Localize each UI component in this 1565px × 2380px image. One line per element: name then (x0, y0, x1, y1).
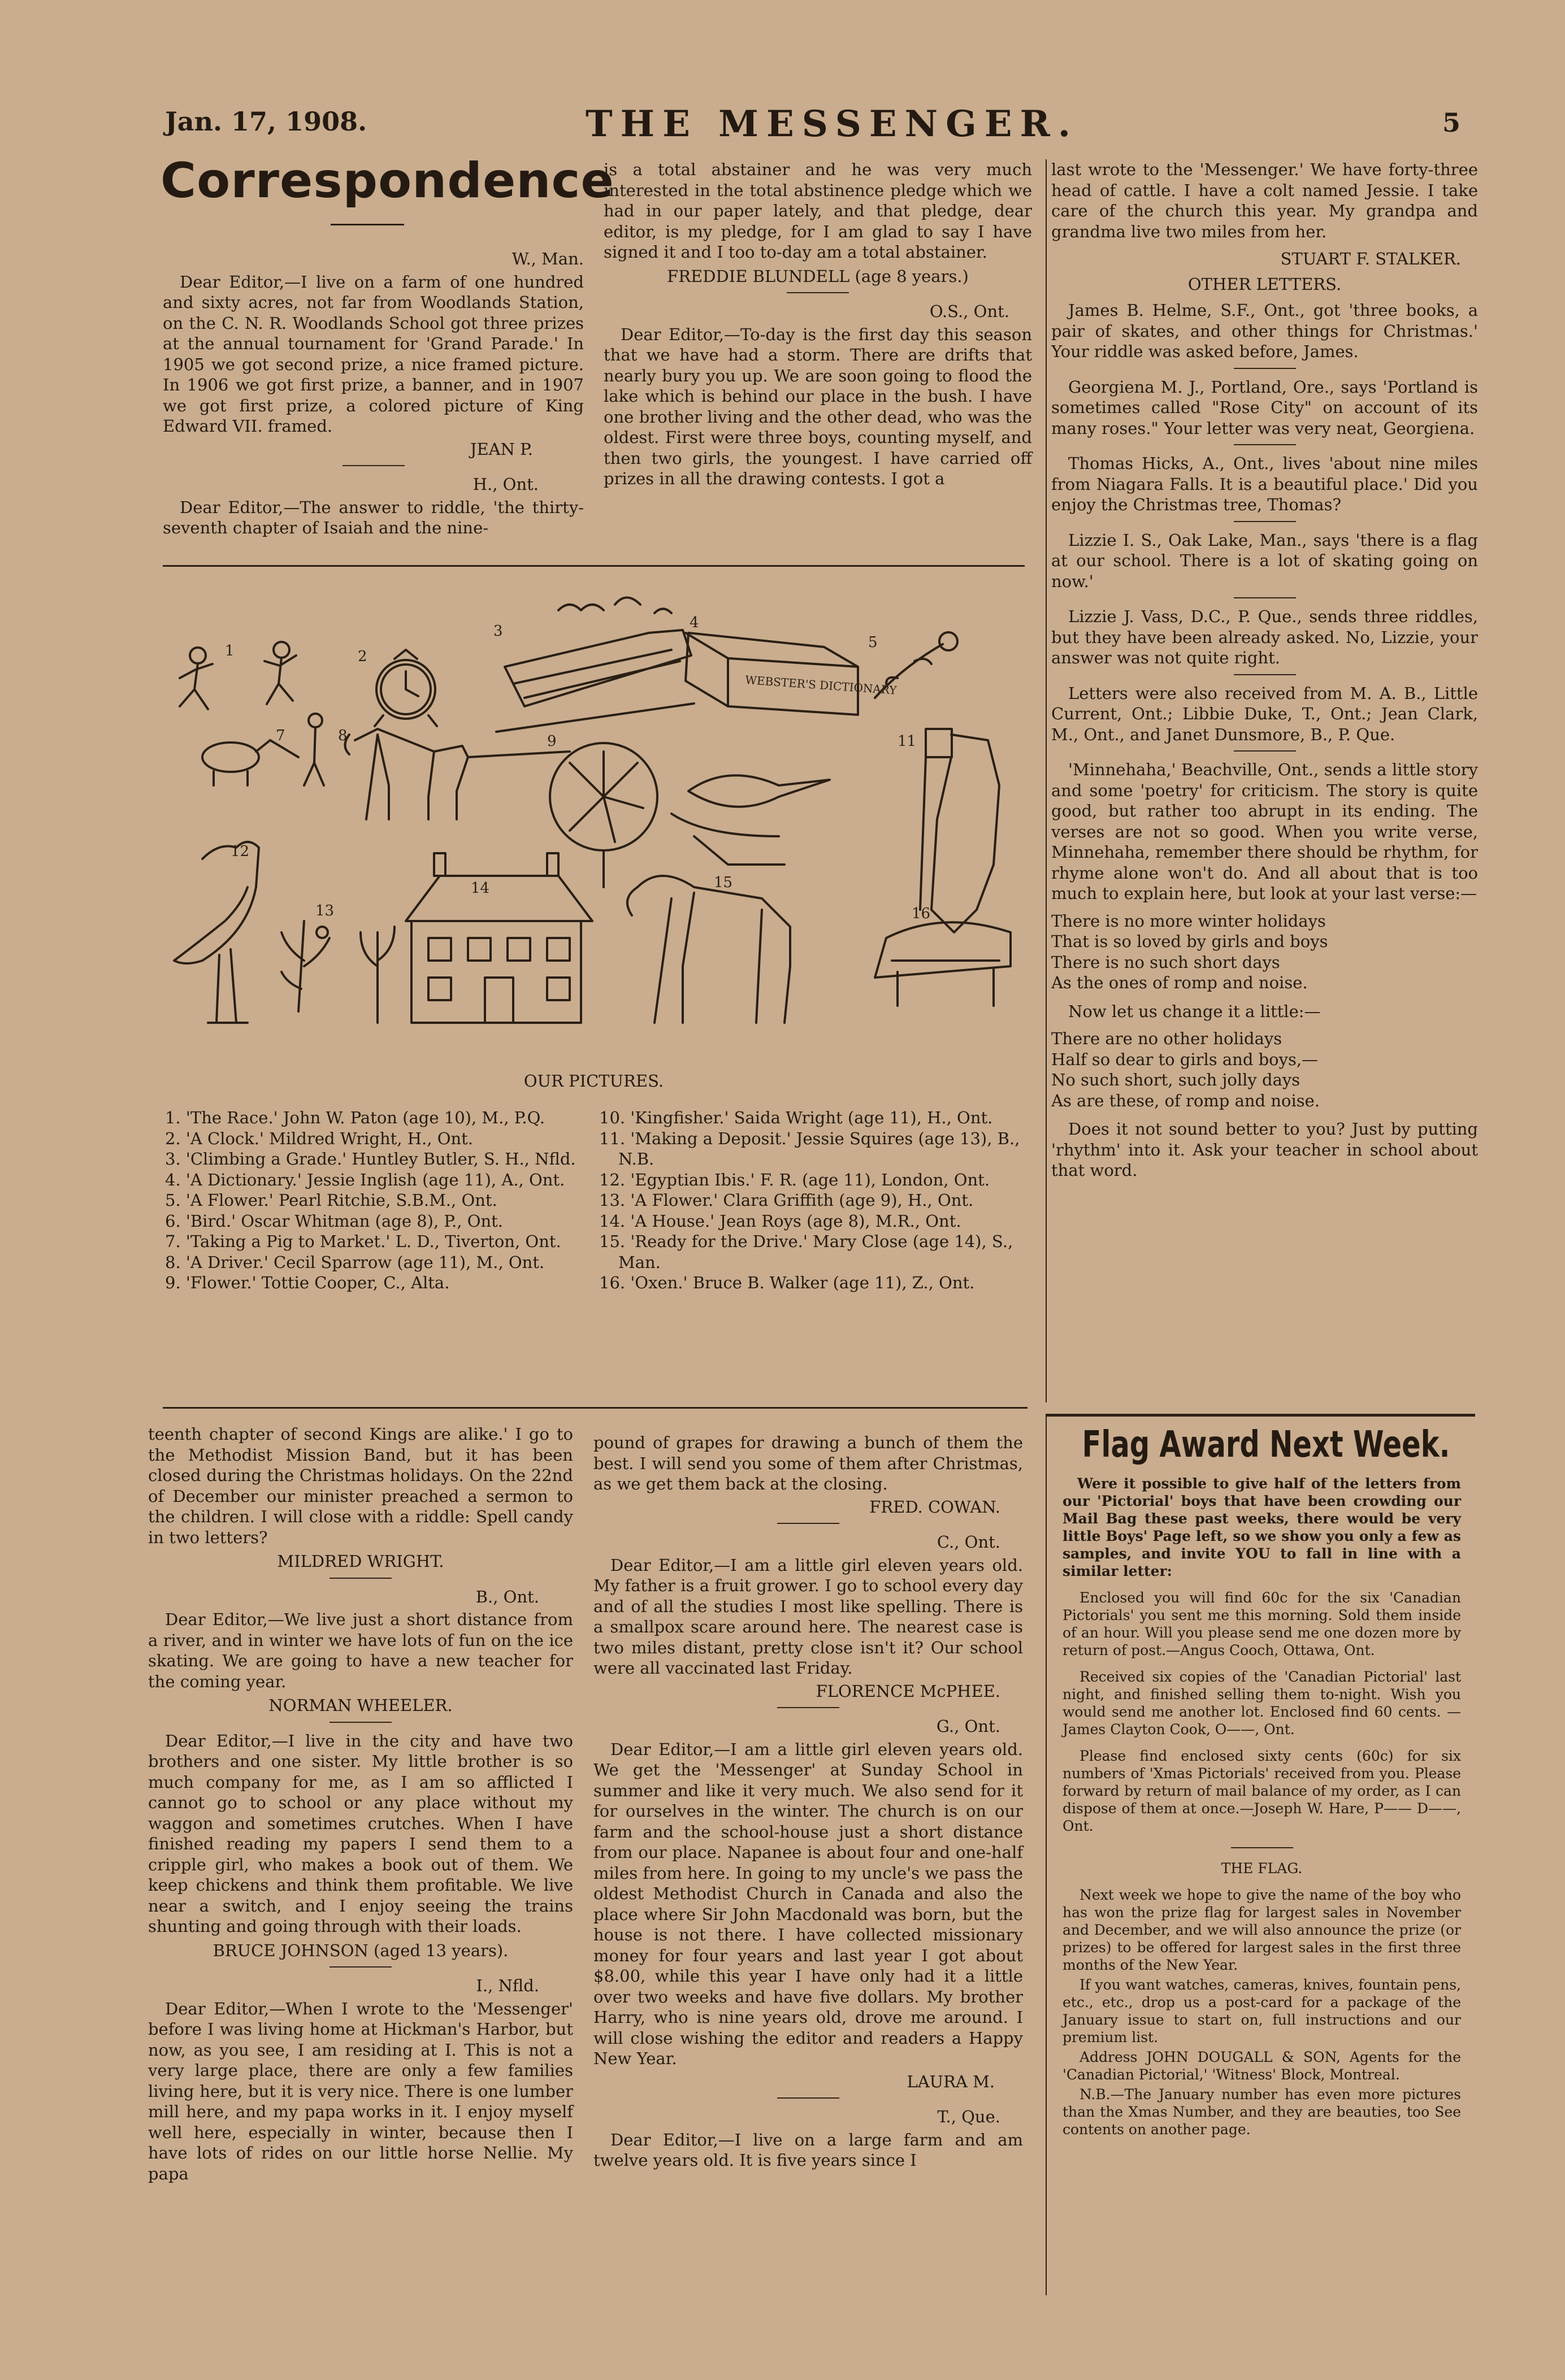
letter-continuation: pound of grapes for drawing a bunch of them the best. I will send you some of them after Christmas, as we get them back at the closing. (593, 1433, 1023, 1493)
picture-number: 13 (315, 902, 335, 919)
letter-signature: FREDDIE BLUNDELL (age 8 years.) (667, 266, 969, 286)
divider (330, 1578, 392, 1579)
other-letter: Thomas Hicks, A., Ont., lives 'about nine miles from Niagara Falls. It is a beautiful place.' Did you enjoy the Christmas tree, Thomas? (1051, 454, 1478, 514)
picture-number: 14 (471, 880, 490, 897)
other-letter: 'Minnehaha,' Beachville, Ont., sends a little story and some 'poetry' for criticism. The story is quite good, but rather too abrupt in its ending. The verses are not so good. When you write verse, Minnehaha, remember there should be rhythm, for rhyme alone won't do. And all about that is too much to explain here, but look at your last verse:— (1051, 760, 1478, 903)
flag-paragraph: Next week we hope to give the name of the boy who has won the prize flag for largest sales in November and December, and we will also announce the prize (or prizes) to be offered for largest sales in the first three months of the New Year. (1063, 1887, 1461, 1973)
letter-signature: BRUCE JOHNSON (aged 13 years). (213, 1940, 509, 1960)
divider (330, 1966, 392, 1968)
picture-caption: 9. 'Flower.' Tottie Cooper, C., Alta. (165, 1273, 450, 1292)
flower-drawing (550, 743, 657, 887)
clock-drawing (375, 650, 437, 726)
picture-caption: 11. 'Making a Deposit.' Jessie Squires (age 13), B., N.B. (599, 1128, 1020, 1169)
divider (1234, 750, 1296, 752)
making-deposit-drawing (920, 729, 999, 932)
picture-number: 9 (547, 733, 557, 750)
kingfisher-drawing (671, 775, 830, 865)
poem-line: There is no more winter holidays (1051, 911, 1326, 931)
letter-body: Dear Editor,—We live just a short distance from a river, and in winter we have lots of fun on the ice skating. We are going to have a new teacher for the coming year. (148, 1610, 573, 1691)
picture-caption: 1. 'The Race.' John W. Paton (age 10), M., P.Q. (165, 1108, 545, 1127)
picture-caption: 3. 'Climbing a Grade.' Huntley Butler, S. H., Nfld. (165, 1149, 576, 1169)
letter-body: Dear Editor,—I live in the city and have two brothers and one sister. My little brother is so much company for me, as I am so afflicted I cannot go to school or any place without my waggon and sometimes crutches. When I have finished reading my papers I send them to a cripple girl, who makes a book out of them. We keep chickens and think them profitable. We live near a switch, and I enjoy seeing the trains shunting and going through with their loads. (148, 1731, 573, 1936)
letters-bottom-col2 (593, 1432, 1023, 2173)
picture-top-rule (163, 565, 1025, 567)
divider (1234, 674, 1296, 675)
letter-place: T., Que. (937, 2107, 1000, 2126)
picture-number: 15 (714, 874, 733, 891)
picture-caption: 7. 'Taking a Pig to Market.' L. D., Tiverton, Ont. (165, 1232, 561, 1251)
other-letter: Lizzie J. Vass, D.C., P. Que., sends three riddles, but they have been already asked. No, Lizzie, your answer was not quite right. (1051, 607, 1478, 667)
poem-advice: Does it not sound better to you? Just by putting 'rhythm' into it. Ask your teacher in school about that word. (1051, 1119, 1478, 1180)
divider (330, 1722, 392, 1723)
picture-number: 3 (493, 623, 503, 640)
picture-caption: 13. 'A Flower.' Clara Griffith (age 9), H., Ont. (599, 1191, 974, 1210)
flag-letter: Received six copies of the 'Canadian Pictorial' last night, and finished selling them to-night. Wish you would send me another lot. Enclosed find 60 cents. — James Clayton Cook, O——, Ont. (1063, 1669, 1461, 1738)
divider (1234, 597, 1296, 598)
dictionary-label: WEBSTER'S DICTIONARY (744, 673, 898, 697)
ready-for-drive-drawing (627, 876, 790, 1023)
flag-letter: Please find enclosed sixty cents (60c) for six numbers of 'Xmas Pictorials' received from you. Please forward by return of mail balance of my order, as I can dispose of them at once.—Joseph W. Hare, P—— D——, Ont. (1063, 1748, 1461, 1834)
section-title: Correspondence (161, 153, 614, 209)
picture-number: 1 (225, 642, 235, 659)
our-pictures-illustration (163, 571, 1033, 1062)
flag-intro: Were it possible to give half of the letters from our 'Pictorial' boys that have been crowding our Mail Bag these past weeks, there would be very little Boys' Page left, so we show you only a few as samples, and invite YOU to fall in line with a similar letter: (1063, 1475, 1461, 1579)
letter-place: O.S., Ont. (929, 302, 1009, 321)
flag-award-title: Flag Award Next Week. (1082, 1424, 1450, 1466)
letter-continuation: teenth chapter of second Kings are alike.' I go to the Methodist Mission Band, but it has been closed during the Christmas holidays. On the 22nd of December our minister preached a sermon to the children. I will close with a riddle: Spell candy in two letters? (148, 1424, 573, 1547)
letter-place: B., Ont. (475, 1587, 539, 1606)
letters-top-col1 (163, 249, 584, 541)
picture-caption: 5. 'A Flower.' Pearl Ritchie, S.B.M., Ont. (165, 1191, 497, 1210)
letter-place: I., Nfld. (476, 1976, 539, 1995)
divider (777, 1707, 839, 1708)
other-letter: Lizzie I. S., Oak Lake, Man., says 'there is a flag at our school. There is a lot of skating going on now.' (1051, 530, 1478, 591)
picture-caption: 8. 'A Driver.' Cecil Sparrow (age 11), M., Ont. (165, 1252, 545, 1272)
poem-line: Half so dear to girls and boys,— (1051, 1049, 1319, 1069)
column-rule (1046, 1414, 1047, 2295)
poem-original (1051, 911, 1478, 993)
picture-number: 4 (690, 614, 699, 631)
picture-number: 5 (868, 634, 878, 651)
letter-place: W., Man. (511, 249, 584, 268)
picture-caption: 16. 'Oxen.' Bruce B. Walker (age 11), Z., Ont. (599, 1273, 975, 1292)
flag-paragraph: N.B.—The January number has even more pictures than the Xmas Number, and they are beauties, too See contents on another page. (1063, 2086, 1461, 2138)
divider (777, 2097, 839, 2099)
flag-award-body (1063, 1475, 1461, 2140)
letter-signature: MILDRED WRIGHT. (277, 1552, 444, 1571)
page-number: 5 (1442, 107, 1461, 138)
house-drawing (361, 853, 592, 1023)
divider (1231, 1847, 1293, 1848)
picture-number: 12 (231, 843, 250, 860)
column-rule (1046, 159, 1047, 1402)
picture-caption: 6. 'Bird.' Oscar Whitman (age 8), P., Ont. (165, 1211, 504, 1231)
other-letter: Letters were also received from M. A. B., Little Current, Ont.; Libbie Duke, T., Ont.; Jean Clark, M., Ont., and Janet Dunsmore, B., P. Que. (1051, 683, 1478, 744)
letters-col3 (1051, 159, 1478, 1183)
flag-sub-heading: THE FLAG. (1221, 1860, 1303, 1877)
letter-body: Dear Editor,—The answer to riddle, 'the thirty-seventh chapter of Isaiah and the nine- (163, 497, 584, 537)
poem-line: As are these, of romp and noise. (1051, 1091, 1320, 1110)
letter-body: Dear Editor,—I am a little girl eleven years old. My father is a fruit grower. I go to school every day and of all the studies I most like spelling. There is a smallpox scare around here. The nearest case is two miles distant, pretty close isn't it? Our school were all vaccinated last Friday. (593, 1555, 1023, 1678)
poem-intro: Now let us change it a little:— (1068, 1001, 1321, 1021)
pictures-heading: OUR PICTURES. (523, 1071, 664, 1091)
poem-revised (1051, 1028, 1478, 1111)
oxen-drawing (875, 922, 1011, 1006)
picture-caption: 4. 'A Dictionary.' Jessie Inglish (age 11), A., Ont. (165, 1170, 565, 1189)
race-figures-drawing (180, 642, 296, 709)
ibis-drawing (174, 842, 259, 1023)
other-letter: James B. Helme, S.F., Ont., got 'three books, a pair of skates, and other things for Christmas.' Your riddle was asked before, James. (1051, 301, 1478, 361)
divider (343, 465, 405, 466)
letter-body: Dear Editor,—I live on a large farm and am twelve years old. It is five years since I (593, 2130, 1023, 2170)
letter-signature: FRED. COWAN. (869, 1497, 1000, 1517)
letter-place: H., Ont. (472, 475, 539, 494)
flower-2-drawing (281, 921, 330, 1011)
picture-bottom-rule (163, 1407, 1028, 1409)
letters-bottom-col1 (148, 1424, 573, 2186)
letter-signature: NORMAN WHEELER. (268, 1696, 453, 1715)
letter-place: G., Ont. (936, 1717, 1000, 1736)
letter-body: Dear Editor,—When I wrote to the 'Messenger' before I was living home at Hickman's Harbor, but now, as you see, I am residing at I. This is not a very large place, there are only a few families living here, but it is very nice. There is one lumber mill here, and my papa works in it. I enjoy myself well here, especially in winter, because then I have lots of rides on our little horse Nellie. My papa (148, 1999, 573, 2183)
picture-number: 7 (276, 727, 285, 744)
letter-continuation: is a total abstainer and he was very much interested in the total abstinence pledge which we had in our paper lately, and that pledge, dear editor, is my pledge, for I am glad to say I have signed it and I too to-day am a total abstainer. (604, 160, 1032, 262)
flag-paragraph: If you want watches, cameras, knives, fountain pens, etc., etc., drop us a post-card for a package of the January issue to start on, full instructions and our premium list. (1063, 1977, 1461, 2045)
divider (787, 292, 849, 293)
letter-signature: STUART F. STALKER. (1280, 249, 1461, 268)
poem-line: No such short, such jolly days (1051, 1070, 1300, 1089)
picture-caption: 14. 'A House.' Jean Roys (age 8), M.R., Ont. (599, 1211, 961, 1231)
poem-line: There are no other holidays (1051, 1029, 1282, 1048)
picture-captions-right (599, 1108, 1026, 1293)
divider (1234, 521, 1296, 522)
pig-market-drawing (202, 714, 324, 785)
poem-line: That is so loved by girls and boys (1051, 932, 1328, 951)
other-letter: Georgiena M. J., Portland, Ore., says 'Portland is sometimes called "Rose City" on account of its many roses." Your letter was very neat, Georgiena. (1051, 377, 1478, 438)
title-rule (331, 224, 404, 225)
divider (777, 1523, 839, 1524)
picture-number: 8 (338, 727, 348, 744)
divider (1234, 444, 1296, 445)
picture-captions-left (165, 1108, 586, 1293)
letter-signature: JEAN P. (470, 439, 533, 459)
letter-continuation: last wrote to the 'Messenger.' We have forty-three head of cattle. I have a colt named Jessie. I take care of the church this year. My grandpa and grandma live two miles from her. (1051, 160, 1478, 241)
other-letters-heading: OTHER LETTERS. (1187, 274, 1342, 294)
flag-letter: Enclosed you will find 60c for the six 'Canadian Pictorials' you sent me this morning. Sold them inside of an hour. Will you please send me one dozen more by return of post.—Angus Cooch, Ottawa, Ont. (1063, 1589, 1461, 1658)
letter-body: Dear Editor,—I am a little girl eleven years old. We get the 'Messenger' at Sunday School in summer and like it very much. We also send for it for ourselves in the winter. The church is on our farm and the school-house just a short distance from our place. Napanee is about four and one-half miles from here. In going to my uncle's we pass the oldest Methodist Church in Canada and also the place where Sir John Macdonald was born, but the house is not there. I have collected missionary money for four years and last year I got about $8.00, while this year I have only had it a little over two weeks and have five dollars. My brother Harry, who is nine years old, drove me around. I will close wishing the editor and readers a Happy New Year. (593, 1739, 1023, 2068)
picture-caption: 15. 'Ready for the Drive.' Mary Close (age 14), S., Man. (599, 1232, 1013, 1272)
flag-box-rule (1046, 1414, 1475, 1417)
poem-line: As the ones of romp and noise. (1051, 973, 1308, 992)
picture-caption: 10. 'Kingfisher.' Saida Wright (age 11), H., Ont. (599, 1108, 993, 1127)
train-grade-drawing (496, 598, 694, 732)
picture-caption: 2. 'A Clock.' Mildred Wright, H., Ont. (165, 1128, 474, 1148)
poem-line: There is no such short days (1051, 952, 1280, 972)
picture-number: 11 (898, 733, 917, 750)
letters-top-col2 (604, 159, 1032, 492)
divider (1234, 368, 1296, 369)
picture-number: 16 (912, 905, 931, 922)
letter-body: Dear Editor,—I live on a farm of one hundred and sixty acres, not far from Woodlands Station, on the C. N. R. Woodlands School got three prizes at the annual tournament for 'Grand Parade.' In 1905 we got second prize, a nice framed picture. In 1906 we got first prize, a banner, and in 1907 we got first prize, a colored picture of King Edward VII. framed. (163, 272, 584, 436)
letter-place: C., Ont. (937, 1532, 1000, 1552)
picture-caption: 12. 'Egyptian Ibis.' F. R. (age 11), London, Ont. (599, 1170, 990, 1189)
letter-signature: FLORENCE McPHEE. (816, 1681, 1000, 1701)
masthead: THE MESSENGER. (586, 103, 1078, 145)
letter-body: Dear Editor,—To-day is the first day this season that we have had a storm. There are drifts that nearly bury you up. We are soon going to flood the lake which is behind our place in the bush. I have one brother living and the other dead, who was the oldest. First were three boys, counting myself, and then two girls, the youngest. I have carried off prizes in all the drawing contests. I got a (604, 324, 1032, 488)
picture-number: 2 (358, 648, 367, 665)
horse-driver-drawing (345, 729, 570, 819)
letter-signature: LAURA M. (907, 2071, 995, 2091)
dictionary-drawing (686, 633, 898, 715)
issue-date: Jan. 17, 1908. (165, 106, 367, 137)
flag-paragraph: Address JOHN DOUGALL & SON, Agents for the 'Canadian Pictorial,' 'Witness' Block, Montreal. (1063, 2049, 1461, 2083)
